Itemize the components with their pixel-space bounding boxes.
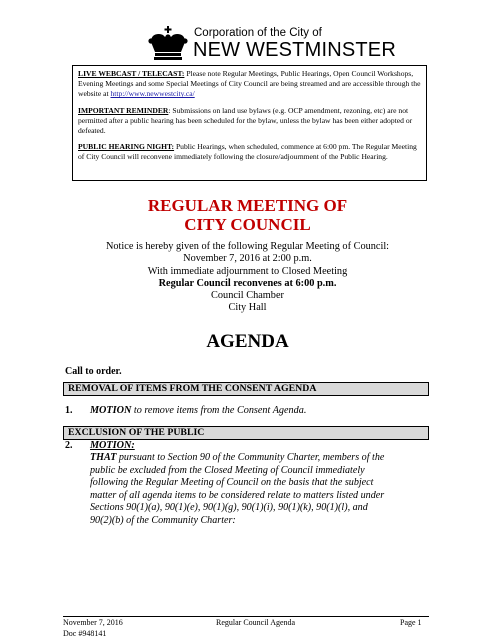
notice-reminder-text: : Submissions on land use bylaws (e.g. OCP amendment, rezoning, etc) are not permitted after a public hearing has been scheduled for the bylaw, unless the bylaw has been either adopted or defeated. [78,105,413,136]
footer-divider [63,616,429,617]
item-number: 1. [65,405,73,416]
footer-doc-number: Doc #948141 [63,629,107,638]
motion-lead: THAT [90,452,117,463]
section-header-exclusion: EXCLUSION OF THE PUBLIC [63,426,429,440]
crown-icon [147,26,189,64]
notices-box [72,65,427,181]
agenda-heading: AGENDA [206,331,289,352]
notice-public-hearing [78,142,422,162]
motion-line-text: pursuant to Section 90 of the Community Charter, members of the [116,452,385,463]
notice-webcast-lead: LIVE WEBCAST / TELECAST: [78,69,185,78]
item-number: 2. [65,440,73,451]
item-2-motion-label [90,440,135,451]
notice-reminder-lead: IMPORTANT REMINDER [78,105,169,115]
motion-line: Sections 90(1)(a), 90(1)(e), 90(1)(g), 90(1)(i), 90(1)(k), 90(1)(l), and [90,502,368,514]
call-to-order: Call to order. [65,366,122,377]
website-link[interactable]: http://www.newwestcity.ca/ [110,89,195,99]
section-header-removal: REMOVAL OF ITEMS FROM THE CONSENT AGENDA [63,382,429,396]
meeting-notice [0,241,495,315]
notice-reminder [78,106,422,137]
notice-webcast [78,69,422,100]
item-1-motion [90,405,306,416]
footer-title: Regular Council Agenda [216,618,296,627]
meeting-building: City Hall [228,302,267,314]
notice-public-hearing-lead: PUBLIC HEARING NIGHT: [78,142,175,152]
city-logo [147,24,396,64]
meeting-location: Council Chamber [211,290,284,302]
motion-line: 90(2)(b) of the Community Charter: [90,514,236,526]
motion-label: MOTION: [90,440,135,451]
motion-label: MOTION [90,405,132,416]
notice-webcast-text: Please note Regular Meetings, Public Hearings, Open Council Workshops, Evening Meetings and some Special Meetings of City Council are being streamed and are accessible through the website at [78,69,421,99]
logo-city-name: NEW WESTMINSTER [193,39,396,61]
motion-line: public be excluded from the Closed Meeting of Council immediately [90,464,365,476]
motion-line [90,452,430,465]
notice-public-hearing-text: Public Hearings, when scheduled, commence at 6:00 pm. The Regular Meeting of City Council will reconvene immediately following the closure/adjournment of the Public Hearing. [78,142,417,162]
meeting-adjournment: With immediate adjournment to Closed Meeting [147,265,348,277]
logo-corporation-text: Corporation of the City of [194,27,322,39]
motion-line: matter of all agenda items to be considered relate to matters listed under [90,489,385,501]
motion-text: to remove items from the Consent Agenda. [131,405,307,416]
meeting-date: November 7, 2016 at 2:00 p.m. [183,253,312,265]
meeting-reconvene: Regular Council reconvenes at 6:00 p.m. [158,277,337,289]
meeting-title-line2: CITY COUNCIL [184,215,311,234]
meeting-notice-line: Notice is hereby given of the following Regular Meeting of Council: [105,241,390,252]
footer-date: November 7, 2016 [63,618,123,627]
footer-page-number: Page 1 [400,618,422,627]
motion-line: following the Regular Meeting of Council on the basis that the subject [90,477,374,489]
item-2-motion-body [90,452,430,528]
meeting-title-line1: REGULAR MEETING OF [147,196,348,215]
